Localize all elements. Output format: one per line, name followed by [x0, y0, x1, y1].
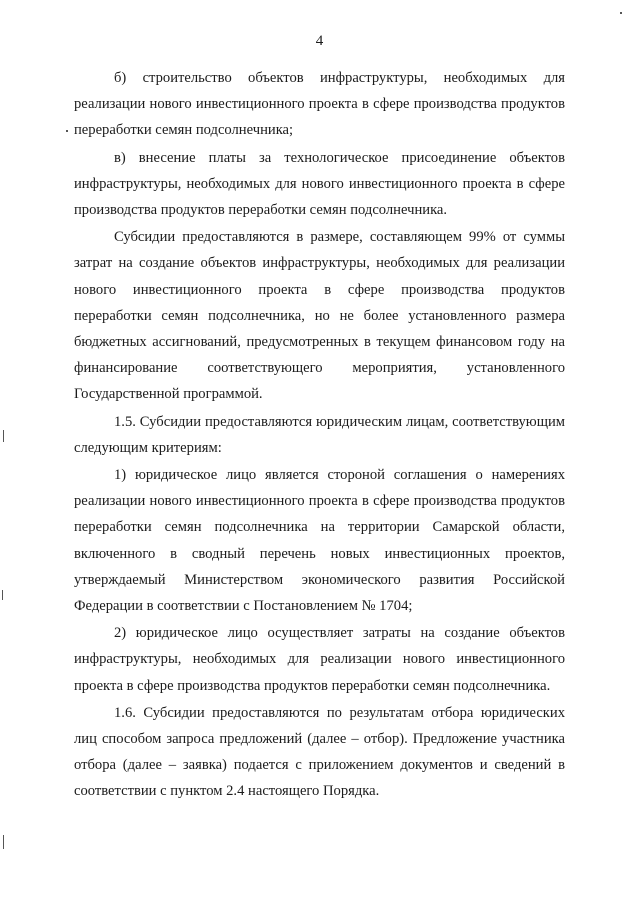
paragraph-b: б) строительство объектов инфраструктуры, необходимых для реализации нового инвестиционного проекта в сфере производства продуктов переработки семян подсолнечника;	[74, 70, 565, 139]
scan-mark	[620, 12, 622, 14]
paragraph-v: в) внесение платы за технологическое присоединение объектов инфраструктуры, необходимых для нового инвестиционного проекта в сфере производства продуктов переработки семян подсолнечника.	[74, 149, 565, 219]
scan-mark	[2, 590, 3, 600]
paragraph-1-5: 1.5. Субсидии предоставляются юридическим лицам, соответствующим следующим критериям:	[74, 413, 565, 456]
paragraph-1-6: 1.6. Субсидии предоставляются по результатам отбора юридических лиц способом запроса предложений (далее – отбор). Предложение участника отбора (далее – заявка) подается с приложением документов и сведений в соответствии с пунктом 2.4 настоящего Порядка.	[74, 704, 565, 800]
page-number: 4	[315, 33, 324, 49]
paragraph-criterion-1: 1) юридическое лицо является стороной соглашения о намерениях реализации нового инвестиционного проекта в сфере производства продуктов переработки семян подсолнечника на территории Самарской области, включенного в сводный перечень новых инвестиционных проектов, утверждаемый Министерством экономического развития Российской Федерации в соответствии с Постановлением № 1704;	[74, 467, 565, 615]
paragraph-criterion-2: 2) юридическое лицо осуществляет затраты на создание объектов инфраструктуры, необходимых для реализации нового инвестиционного проекта в сфере производства продуктов переработки семян подсолнечника.	[74, 625, 565, 694]
scan-mark	[3, 430, 4, 442]
scan-mark	[3, 835, 4, 849]
paragraph-subsidy-size: Субсидии предоставляются в размере, составляющем 99% от суммы затрат на создание объектов инфраструктуры, необходимых для реализации нового инвестиционного проекта в сфере производства продуктов переработки семян подсолнечника, но не более установленного размера бюджетных ассигнований, предусмотренных в текущем финансовом году на финансирование соответствующего мероприятия, установленного Государственной программой.	[74, 229, 565, 403]
scan-mark	[66, 130, 68, 132]
document-body	[74, 65, 565, 806]
